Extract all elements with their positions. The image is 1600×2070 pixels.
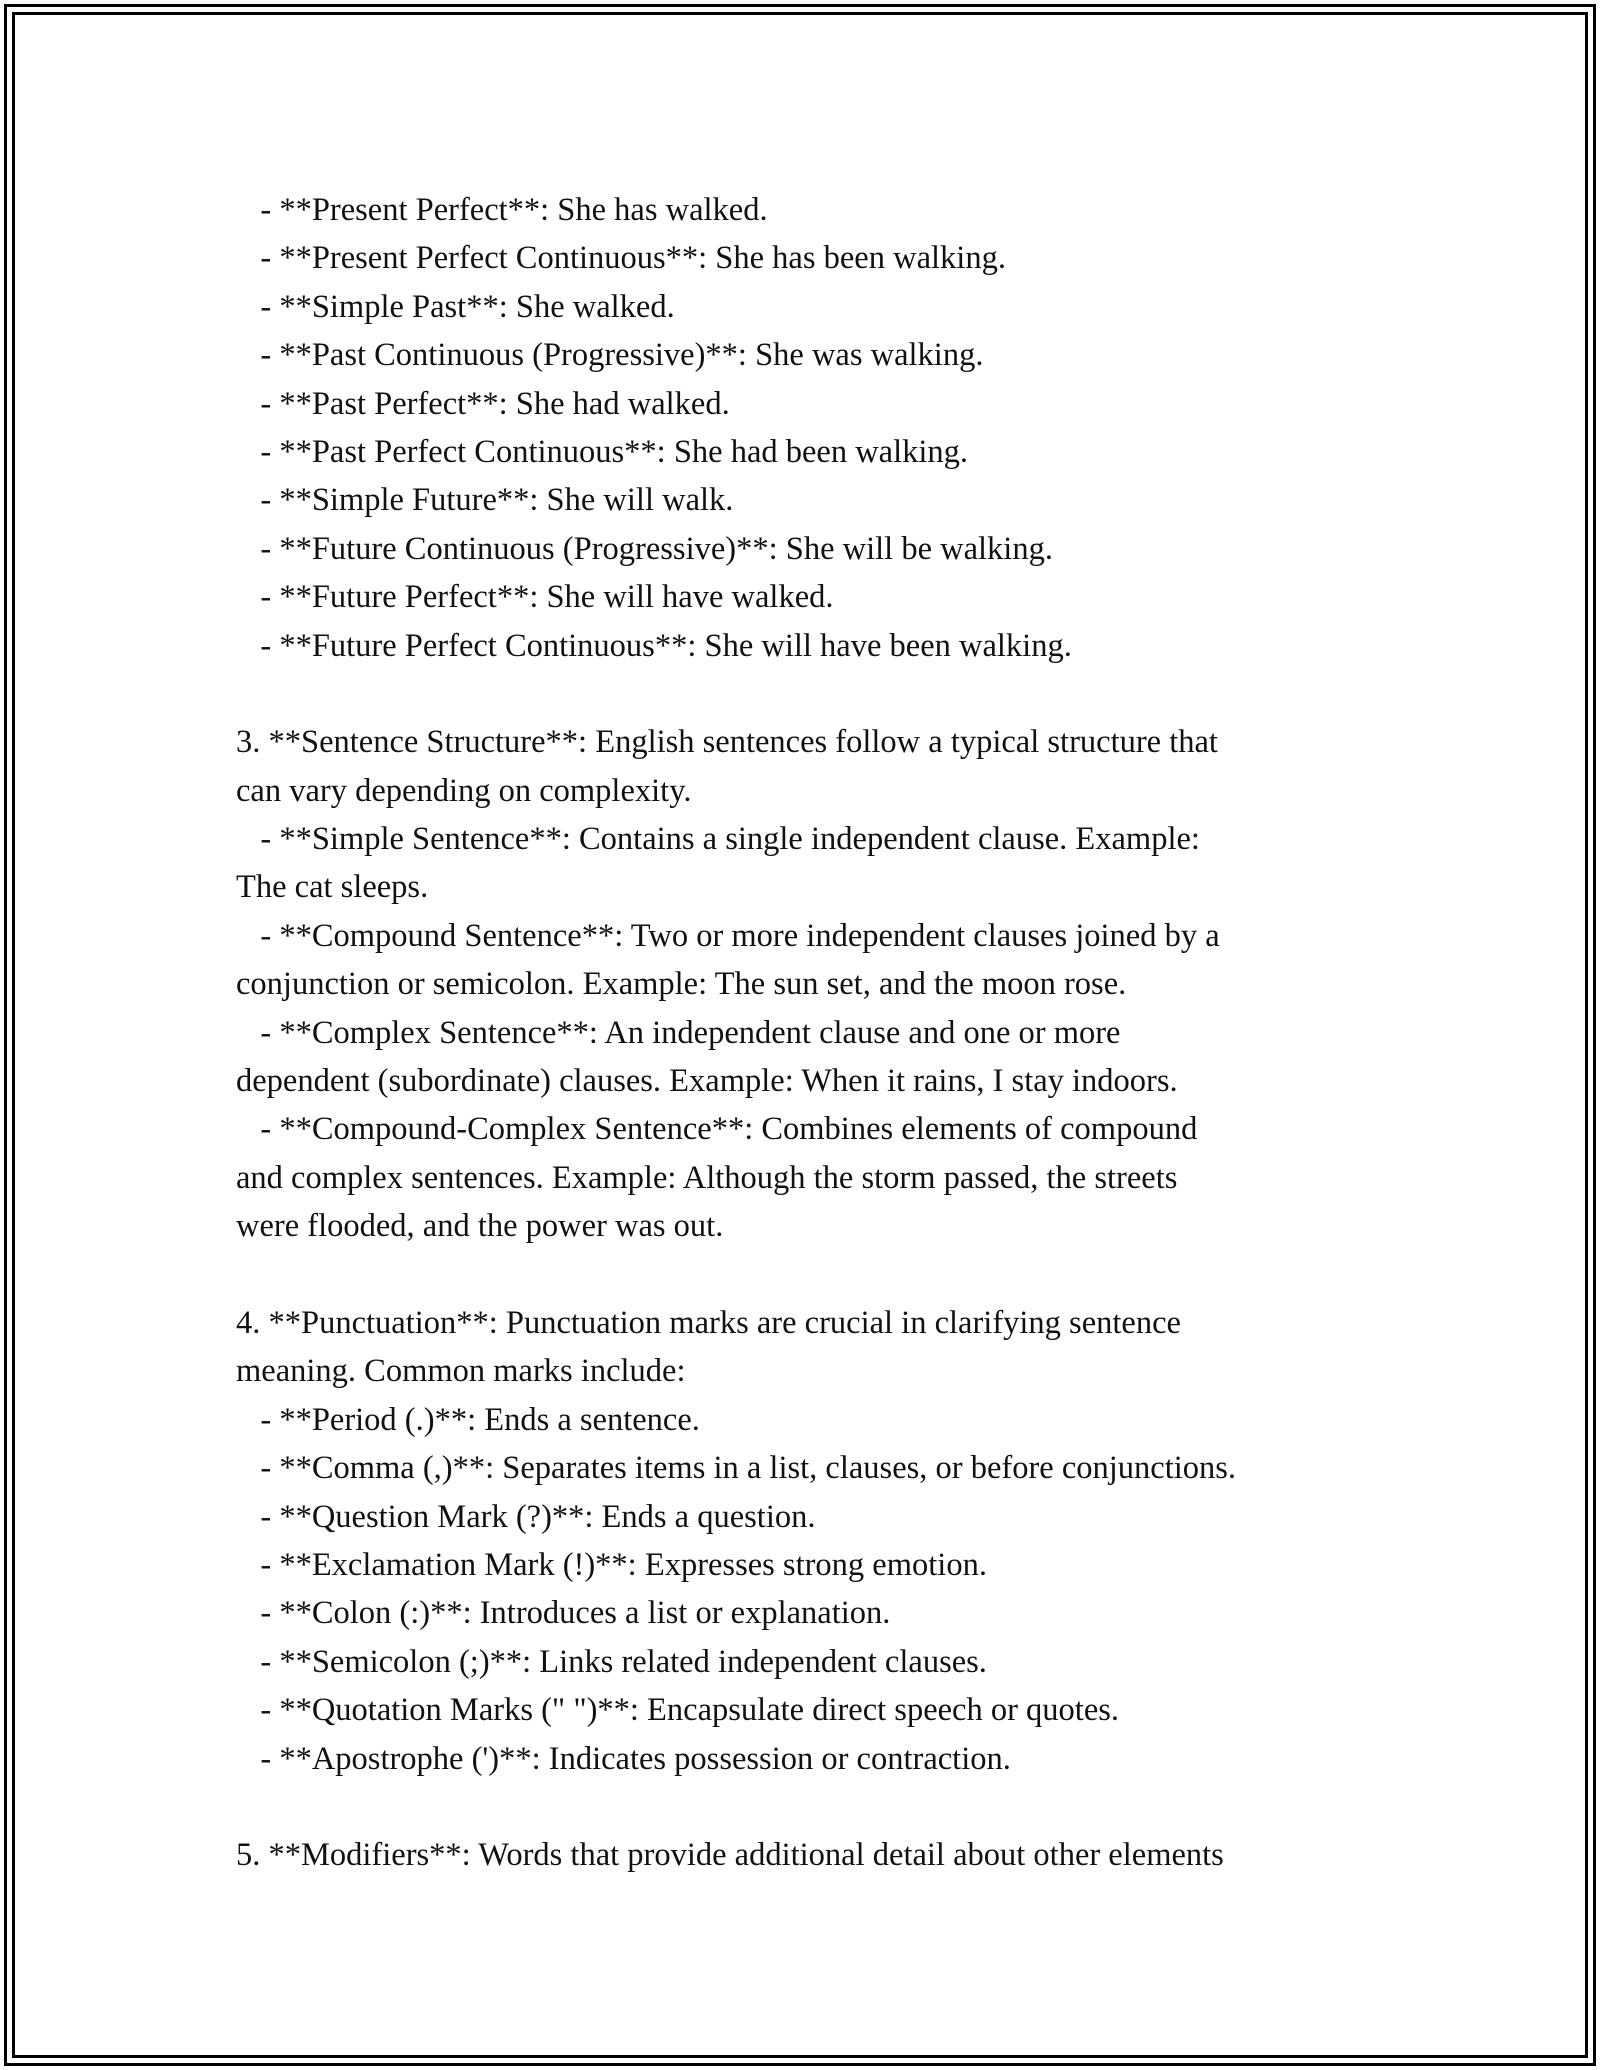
tense-item: - **Present Perfect Continuous**: She has been walking.	[236, 240, 1006, 277]
modifiers-section	[236, 1831, 1376, 1879]
section-line: - **Comma (,)**: Separates items in a list, clauses, or before conjunctions.	[236, 1450, 1237, 1487]
tense-item: - **Past Continuous (Progressive)**: She was walking.	[236, 337, 984, 374]
section-line: 3. **Sentence Structure**: English sentences follow a typical structure that	[236, 724, 1218, 761]
section-line: were flooded, and the power was out.	[236, 1208, 724, 1245]
sentence-structure-section	[236, 718, 1376, 1250]
section-line: - **Compound Sentence**: Two or more independent clauses joined by a	[236, 917, 1220, 954]
tense-item: - **Future Perfect**: She will have walked.	[236, 579, 834, 616]
tense-item: - **Past Perfect Continuous**: She had been walking.	[236, 433, 969, 470]
section-line: - **Quotation Marks (" ")**: Encapsulate direct speech or quotes.	[236, 1692, 1120, 1729]
tense-item: - **Present Perfect**: She has walked.	[236, 192, 768, 228]
tense-item: - **Future Continuous (Progressive)**: She will be walking.	[236, 530, 1053, 567]
section-line: meaning. Common marks include:	[236, 1353, 686, 1390]
section-line: - **Apostrophe (')**: Indicates possession or contraction.	[236, 1740, 1011, 1777]
document-body	[236, 186, 1376, 1880]
paragraph-gap	[236, 1783, 1376, 1831]
section-line: - **Question Mark (?)**: Ends a question.	[236, 1498, 816, 1535]
section-line: - **Compound-Complex Sentence**: Combines elements of compound	[236, 1111, 1198, 1148]
section-line: and complex sentences. Example: Although the storm passed, the streets	[236, 1159, 1178, 1196]
section-line: - **Semicolon (;)**: Links related independent clauses.	[236, 1643, 987, 1680]
section-line: The cat sleeps.	[236, 869, 429, 906]
section-line: 5. **Modifiers**: Words that provide additional detail about other elements	[236, 1837, 1224, 1874]
section-line: - **Period (.)**: Ends a sentence.	[236, 1401, 700, 1438]
punctuation-section	[236, 1299, 1376, 1783]
paragraph-gap	[236, 1251, 1376, 1299]
section-line: conjunction or semicolon. Example: The sun set, and the moon rose.	[236, 966, 1127, 1003]
tense-item: - **Simple Future**: She will walk.	[236, 482, 734, 519]
section-line: dependent (subordinate) clauses. Example: When it rains, I stay indoors.	[236, 1063, 1178, 1100]
section-line: can vary depending on complexity.	[236, 772, 692, 809]
tense-list	[236, 186, 1376, 670]
section-line: - **Complex Sentence**: An independent clause and one or more	[236, 1014, 1121, 1051]
section-line: 4. **Punctuation**: Punctuation marks are crucial in clarifying sentence	[236, 1304, 1181, 1341]
paragraph-gap	[236, 670, 1376, 718]
tense-item: - **Simple Past**: She walked.	[236, 288, 675, 325]
tense-item: - **Past Perfect**: She had walked.	[236, 385, 730, 422]
section-line: - **Colon (:)**: Introduces a list or explanation.	[236, 1595, 891, 1632]
section-line: - **Exclamation Mark (!)**: Expresses strong emotion.	[236, 1546, 987, 1583]
tense-item: - **Future Perfect Continuous**: She will have been walking.	[236, 627, 1072, 664]
section-line: - **Simple Sentence**: Contains a single independent clause. Example:	[236, 821, 1200, 858]
